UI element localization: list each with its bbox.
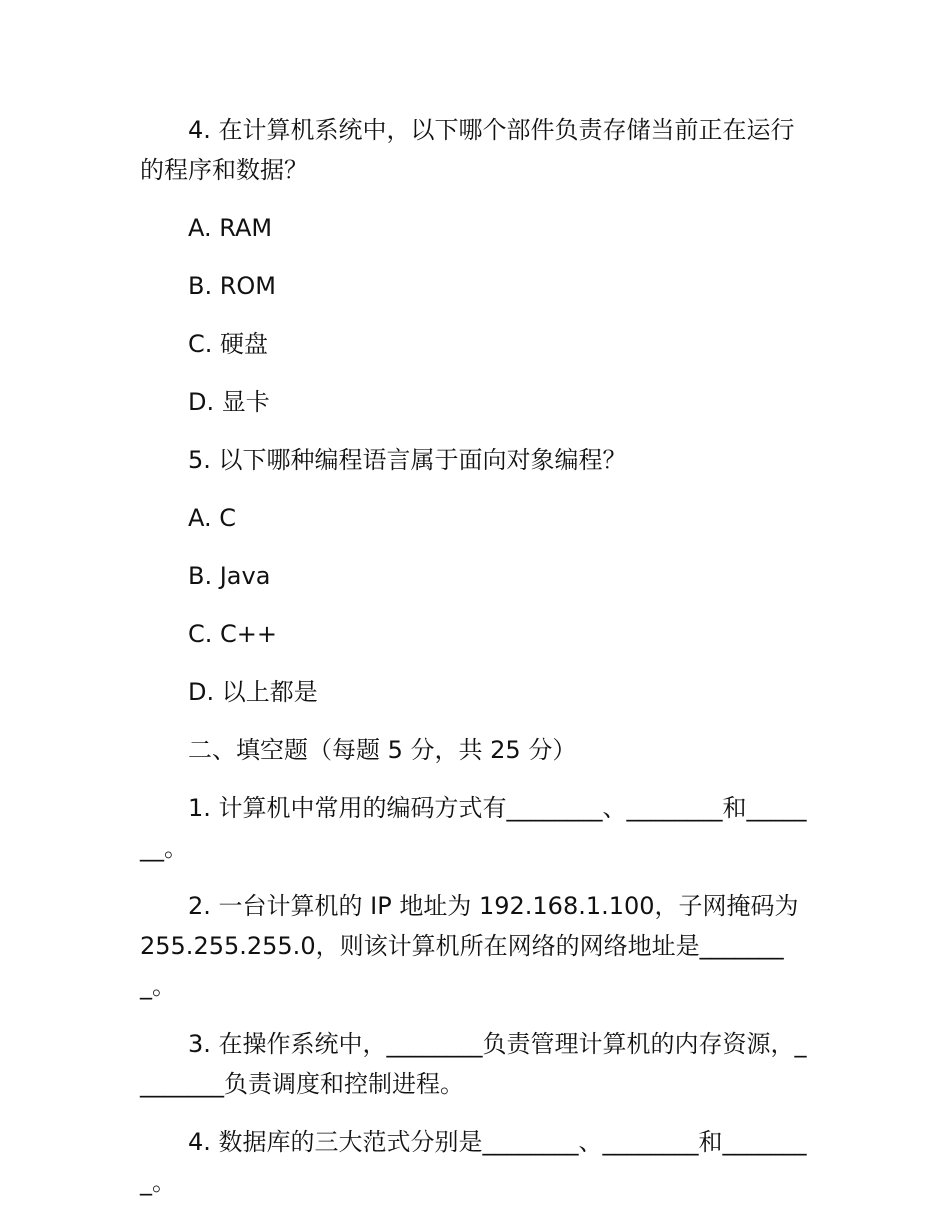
fill-blank-item-1: 1. 计算机中常用的编码方式有________、________和_______。 [140,794,807,862]
question-4-option-c: C. 硬盘 [188,330,269,358]
question-4-option-d: D. 显卡 [188,388,270,416]
question-5-option-b: B. Java [188,562,271,590]
fill-blank-item-2: 2. 一台计算机的 IP 地址为 192.168.1.100，子网掩码为 255.255.255.0，则该计算机所在网络的网络地址是________。 [140,892,799,1000]
question-5-option-d: D. 以上都是 [188,678,318,706]
section-2-heading: 二、填空题（每题 5 分，共 25 分） [188,736,577,764]
question-4-option-a: A. RAM [188,214,273,242]
question-4-option-b: B. ROM [188,272,276,300]
document-page [140,110,812,1220]
fill-blank-item-4: 4. 数据库的三大范式分别是________、________和________。 [140,1128,807,1196]
question-4-stem: 4. 在计算机系统中，以下哪个部件负责存储当前正在运行的程序和数据？ [140,116,795,184]
question-5-option-c: C. C++ [188,620,277,648]
question-5-option-a: A. C [188,504,237,532]
fill-blank-item-3: 3. 在操作系统中，________负责管理计算机的内存资源，________负责调度和控制进程。 [140,1030,807,1098]
question-5-stem: 5. 以下哪种编程语言属于面向对象编程？ [188,446,627,474]
